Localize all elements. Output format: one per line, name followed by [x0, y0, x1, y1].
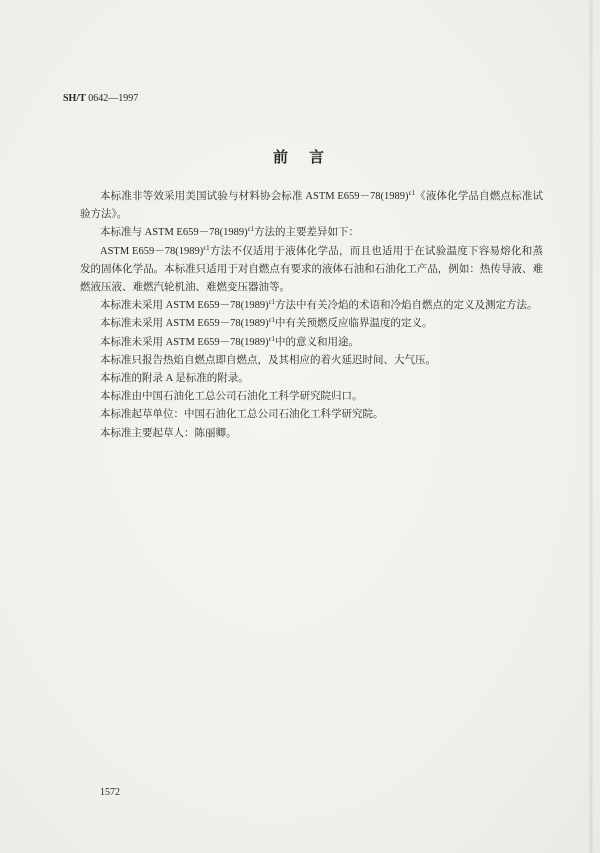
paragraph: [80, 188, 543, 224]
paragraph-text: 本标准未采用 ASTM E659－78(1989): [100, 336, 269, 348]
scan-edge-shadow: [588, 0, 594, 853]
paragraph: [80, 315, 543, 333]
paragraph: [80, 334, 543, 352]
paragraph-text: 本标准未采用 ASTM E659－78(1989): [100, 318, 269, 330]
paragraph-text: 本标准非等效采用美国试验与材料协会标准 ASTM E659－78(1989): [100, 191, 409, 202]
edition-superscript: ε1: [247, 225, 255, 234]
paragraph-text: ASTM E659－78(1989): [100, 245, 204, 257]
paragraph: [80, 388, 543, 406]
edition-superscript: ε1: [268, 298, 276, 307]
page-number: 1572: [100, 787, 120, 798]
paragraph-text: 本标准未采用 ASTM E659－78(1989): [100, 300, 269, 312]
section-title: 前 言: [272, 148, 327, 166]
paragraph-text: 本标准主要起草人：陈丽卿。: [100, 427, 237, 439]
edition-superscript: ε1: [203, 243, 210, 252]
paragraph-text: 本标准与 ASTM E659－78(1989): [100, 227, 248, 239]
edition-superscript: ε1: [408, 189, 416, 197]
paragraph-text: 《液体化学品自燃点标准试验方法》。: [80, 191, 543, 221]
paragraph: [80, 370, 543, 388]
paragraph: [80, 243, 543, 298]
paragraph-text: 方法的主要差异如下：: [254, 227, 360, 239]
foreword-body: [80, 188, 543, 443]
paragraph-text: 本标准起草单位：中国石油化工总公司石油化工科学研究院。: [100, 409, 384, 421]
paragraph-text: 本标准由中国石油化工总公司石油化工科学研究院归口。: [100, 391, 363, 403]
paragraph-text: 方法不仅适用于液体化学品，而且也适用于在试验温度下容易熔化和蒸发的固体化学品。本标准只适用于对自燃点有要求的液体石油和石油化工产品，例如：热传导液、难燃液压液、难燃汽轮机油、难燃变压器油等。: [80, 245, 543, 294]
standard-code-prefix: SH/T: [63, 93, 86, 104]
paragraph: [80, 406, 543, 424]
paragraph: [80, 425, 543, 443]
paragraph-text: 中的意义和用途。: [275, 336, 360, 348]
standard-code: [63, 93, 138, 104]
paragraph: [80, 352, 543, 370]
paragraph: [80, 224, 543, 242]
paragraph: [80, 297, 543, 315]
paragraph-text: 本标准只报告热焰自燃点即自燃点，及其相应的着火延迟时间、大气压。: [100, 354, 436, 366]
standard-code-number: 0642—1997: [88, 93, 139, 104]
paragraph-text: 本标准的附录 A 是标准的附录。: [100, 373, 249, 385]
edition-superscript: ε1: [268, 316, 276, 325]
paragraph-text: 中有关预燃反应临界温度的定义。: [275, 318, 433, 330]
edition-superscript: ε1: [268, 334, 276, 343]
paragraph-text: 方法中有关冷焰的术语和冷焰自燃点的定义及测定方法。: [275, 300, 538, 312]
